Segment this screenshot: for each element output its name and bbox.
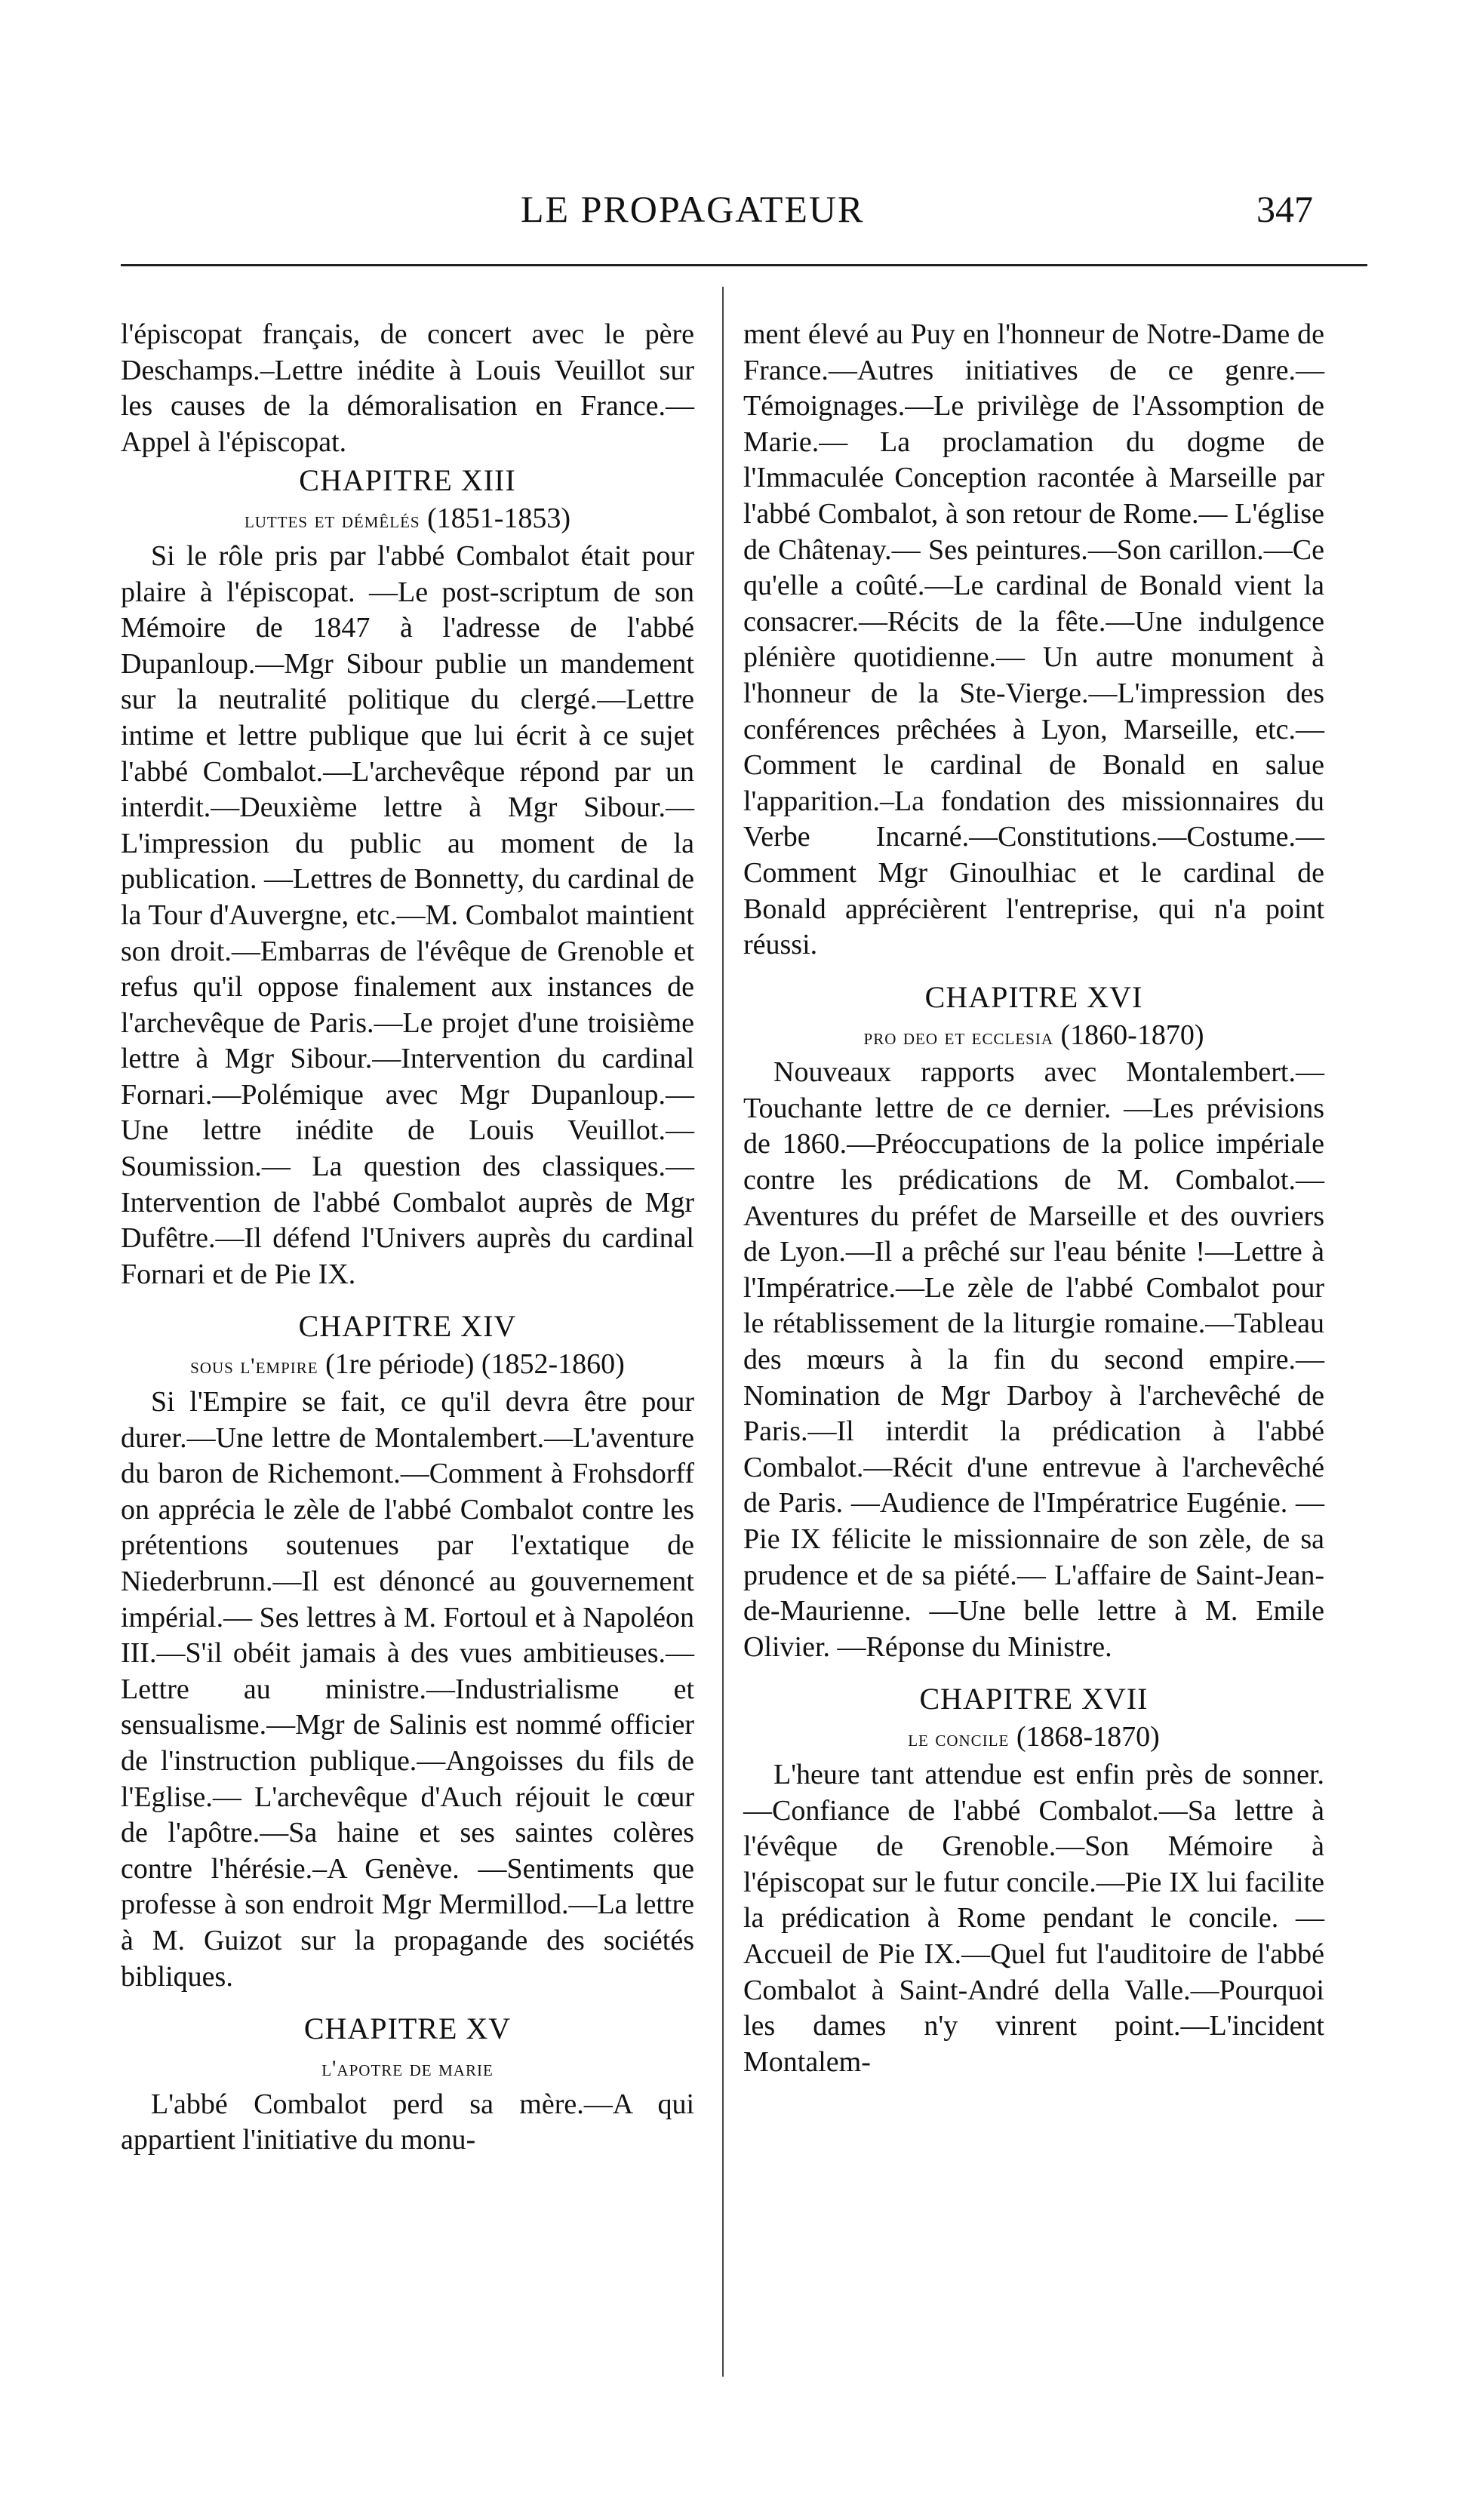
chapter-13-summary: Si le rôle pris par l'abbé Combalot était pour plaire à l'épiscopat. —Le post-scriptum de son Mémoire de 1847 à l'adresse de l'abbé Dupanloup.—Mgr Sibour publie un mandement sur la neutralité politique du clergé.—Lettre intime et lettre publique que lui écrit à ce sujet l'abbé Combalot.—L'archevêque répond par un interdit.—Deuxième lettre à Mgr Sibour.—L'impression du public au moment de la publication. —Lettres de Bonnetty, du cardinal de la Tour d'Auvergne, etc.—M. Combalot maintient son droit.—Embarras de l'évêque de Grenoble et refus qu'il oppose finalement aux instances de l'archevêque de Paris.—Le projet d'une troisième lettre à Mgr Sibour.—Intervention du cardinal Fornari.—Polémique avec Mgr Dupanloup.—Une lettre inédite de Louis Veuillot.—Soumission.— La question des classiques.—Intervention de l'abbé Combalot auprès de Mgr Dufêtre.—Il défend l'Univers auprès du cardinal Fornari et de Pie IX.: [121, 539, 694, 1290]
chapter-16-subtitle: [743, 1018, 1324, 1056]
chapter-16-summary: Nouveaux rapports avec Montalembert.—Touchante lettre de ce dernier. —Les prévisions de 1860.—Préoccupations de la police impériale contre les prédications de M. Combalot.—Aventures du préfet de Marseille et des ouvriers de Lyon.—Il a prêché sur l'eau bénite !—Lettre à l'Impératrice.—Le zèle de l'abbé Combalot pour le rétablissement de la liturgie romaine.—Tableau des mœurs à la fin du second empire.—Nomination de Mgr Darboy à l'archevêché de Paris.—Il interdit la prédication à l'abbé Combalot.—Récit d'une entrevue à l'archevêché de Paris. —Audience de l'Impératrice Eugénie. —Pie IX félicite le missionnaire de son zèle, de sa prudence et de sa piété.— L'affaire de Saint-Jean-de-Maurienne. —Une belle lettre à M. Emile Olivier. —Réponse du Ministre.: [743, 1056, 1324, 1663]
header-rule: [121, 264, 1367, 266]
chapter-17-title: CHAPITRE XVII: [919, 1682, 1149, 1716]
chapter-13-dates: (1851-1853): [427, 502, 571, 535]
chapter-17-summary: L'heure tant attendue est enfin près de sonner.—Confiance de l'abbé Combalot.—Sa lettre à l'évêque de Grenoble.—Son Mémoire à l'épiscopat sur le futur concile.—Pie IX lui facilite la prédication à Rome pendant le concile. —Accueil de Pie IX.—Quel fut l'auditoire de l'abbé Combalot à Saint-André della Valle.—Pourquoi les dames n'y vinrent point.—L'incident Montalem-: [743, 1758, 1324, 2078]
chapter-16-dates: (1860-1870): [1060, 1019, 1204, 1051]
page-number: 347: [1256, 188, 1313, 230]
intro-paragraph: l'épiscopat français, de concert avec le père Deschamps.–Lettre inédite à Louis Veuillot sur les causes de la démoralisation en France.—Appel à l'épiscopat.: [121, 318, 694, 458]
chapter-14-summary: Si l'Empire se fait, ce qu'il devra être pour durer.—Une lettre de Montalembert.—L'aventure du baron de Richemont.—Comment à Frohsdorff on apprécia le zèle de l'abbé Combalot contre les prétentions soutenues par l'extatique de Niederbrunn.—Il est dénoncé au gouvernement impérial.— Ses lettres à M. Fortoul et à Napoléon III.—S'il obéit jamais à des vues ambitieuses.—Lettre au ministre.—Industrialisme et sensualisme.—Mgr de Salinis est nommé officier de l'instruction publique.—Angoisses du fils de l'Eglise.— L'archevêque d'Auch réjouit le cœur de l'apôtre.—Sa haine et ses saintes colères contre l'hérésie.–A Genève. —Sentiments que professe à son endroit Mgr Mermillod.—La lettre à M. Guizot sur la propagande des sociétés bibliques.: [121, 1386, 694, 1993]
left-column: [121, 317, 694, 2159]
chapter-14-dates: (1re période) (1852-1860): [325, 1348, 625, 1381]
chapter-15-summary-start: L'abbé Combalot perd sa mère.—A qui appartient l'initiative du monu-: [121, 2088, 694, 2156]
chapter-14-title: CHAPITRE XIV: [298, 1309, 517, 1344]
chapter-13-subtitle-text: luttes et démêlés: [244, 508, 420, 533]
chapter-16-title: CHAPITRE XVI: [924, 979, 1143, 1014]
chapter-14-subtitle-text: sous l'empire: [190, 1354, 318, 1379]
chapter-13-subtitle: [121, 501, 694, 539]
chapter-15-title: CHAPITRE XV: [303, 2011, 512, 2046]
chapter-17-dates: (1868-1870): [1016, 1721, 1160, 1753]
chapter-16-subtitle-text: pro deo et ecclesia: [863, 1024, 1054, 1049]
chapter-13-title: CHAPITRE XIII: [299, 463, 516, 498]
chapter-15-summary-continued: ment élevé au Puy en l'honneur de Notre-Dame de France.—Autres initiatives de ce genre.—Témoignages.—Le privilège de l'Assomption de Marie.— La proclamation du dogme de l'Immaculée Conception racontée à Marseille par l'abbé Combalot, à son retour de Rome.— L'église de Châtenay.— Ses peintures.—Son carillon.—Ce qu'elle a coûté.—Le cardinal de Bonald vient la consacrer.—Récits de la fête.—Une indulgence plénière quotidienne.— Un autre monument à l'honneur de la Ste-Vierge.—L'impression des conférences prêchées à Lyon, Marseille, etc.—Comment le cardinal de Bonald en salue l'apparition.–La fondation des missionnaires du Verbe Incarné.—Constitutions.—Costume.—Comment Mgr Ginoulhiac et le cardinal de Bonald apprécièrent l'entreprise, qui n'a point réussi.: [743, 318, 1324, 961]
chapter-17-subtitle: [743, 1719, 1324, 1757]
chapter-15-subtitle: [121, 2049, 694, 2087]
chapter-14-subtitle: [121, 1347, 694, 1384]
page-header: [0, 187, 1470, 255]
running-title: LE PROPAGATEUR: [521, 188, 865, 230]
right-column: [743, 317, 1324, 2080]
chapter-15-subtitle-text: l'apotre de marie: [321, 2056, 494, 2082]
column-divider: [722, 287, 724, 2377]
chapter-17-subtitle-text: le concile: [908, 1726, 1010, 1752]
